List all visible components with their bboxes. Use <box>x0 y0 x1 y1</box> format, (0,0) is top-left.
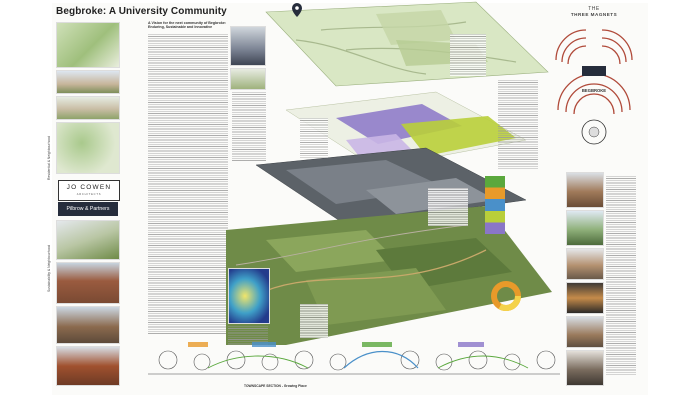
flood-map-inset <box>228 268 270 324</box>
architect-sub: ARCHITECTS <box>76 193 102 196</box>
annotation-callout-2 <box>450 34 486 76</box>
right-photo-5 <box>566 316 604 348</box>
right-photo-2 <box>566 210 604 246</box>
right-photo-captions <box>606 176 636 376</box>
townscape-section <box>148 338 560 382</box>
residential-side-label: Residential & Neighbourhood <box>47 135 51 180</box>
intro-text-column <box>148 34 228 334</box>
key-legend-swatches <box>485 176 505 234</box>
exploded-axonometric-diagram <box>226 0 552 345</box>
three-magnets-title <box>550 6 638 17</box>
annotation-callout-3 <box>428 188 468 226</box>
annotation-callout-4 <box>300 304 328 338</box>
magnet-centre-block <box>582 66 606 76</box>
right-photo-6 <box>566 350 604 386</box>
magnets-centre-label: BEGBROKE <box>581 88 607 93</box>
right-photo-3 <box>566 248 604 280</box>
three-magnets-diagram <box>548 20 640 148</box>
terrace-thumbnail <box>56 346 120 386</box>
landscape-render-thumbnail <box>56 220 120 260</box>
architect-logo <box>58 180 120 201</box>
three-magnets-line1: THE <box>588 6 600 12</box>
three-magnets-line2: THREE MAGNETS <box>570 12 618 17</box>
annotation-callout-1 <box>300 118 328 158</box>
site-plan-thumbnail <box>56 22 120 68</box>
board-title: Begbroke: A University Community <box>56 6 227 17</box>
right-photo-1 <box>566 172 604 208</box>
modern-building-thumbnail <box>56 306 120 344</box>
brick-housing-thumbnail <box>56 262 120 304</box>
cross-section-diagram-icon <box>159 351 555 370</box>
streetscape-thumbnail <box>56 96 120 120</box>
diagram-notes <box>498 80 538 170</box>
partner-logo <box>58 202 118 216</box>
architect-name: JO COWEN <box>66 184 112 191</box>
partner-name: Pilbrow & Partners <box>66 206 110 212</box>
right-photo-4 <box>566 282 604 314</box>
board-subtitle: A Vision for the next community of Begbroke: Enduring, Sustainable and Innovative <box>148 21 227 30</box>
masterplan-sketch-thumbnail <box>56 122 120 174</box>
sustainability-side-label: Sustainability & Neighbourhood <box>47 244 51 292</box>
housing-render-thumbnail <box>56 70 120 94</box>
section-footer-label: TOWNSCAPE SECTION - Growing Place <box>244 384 307 388</box>
